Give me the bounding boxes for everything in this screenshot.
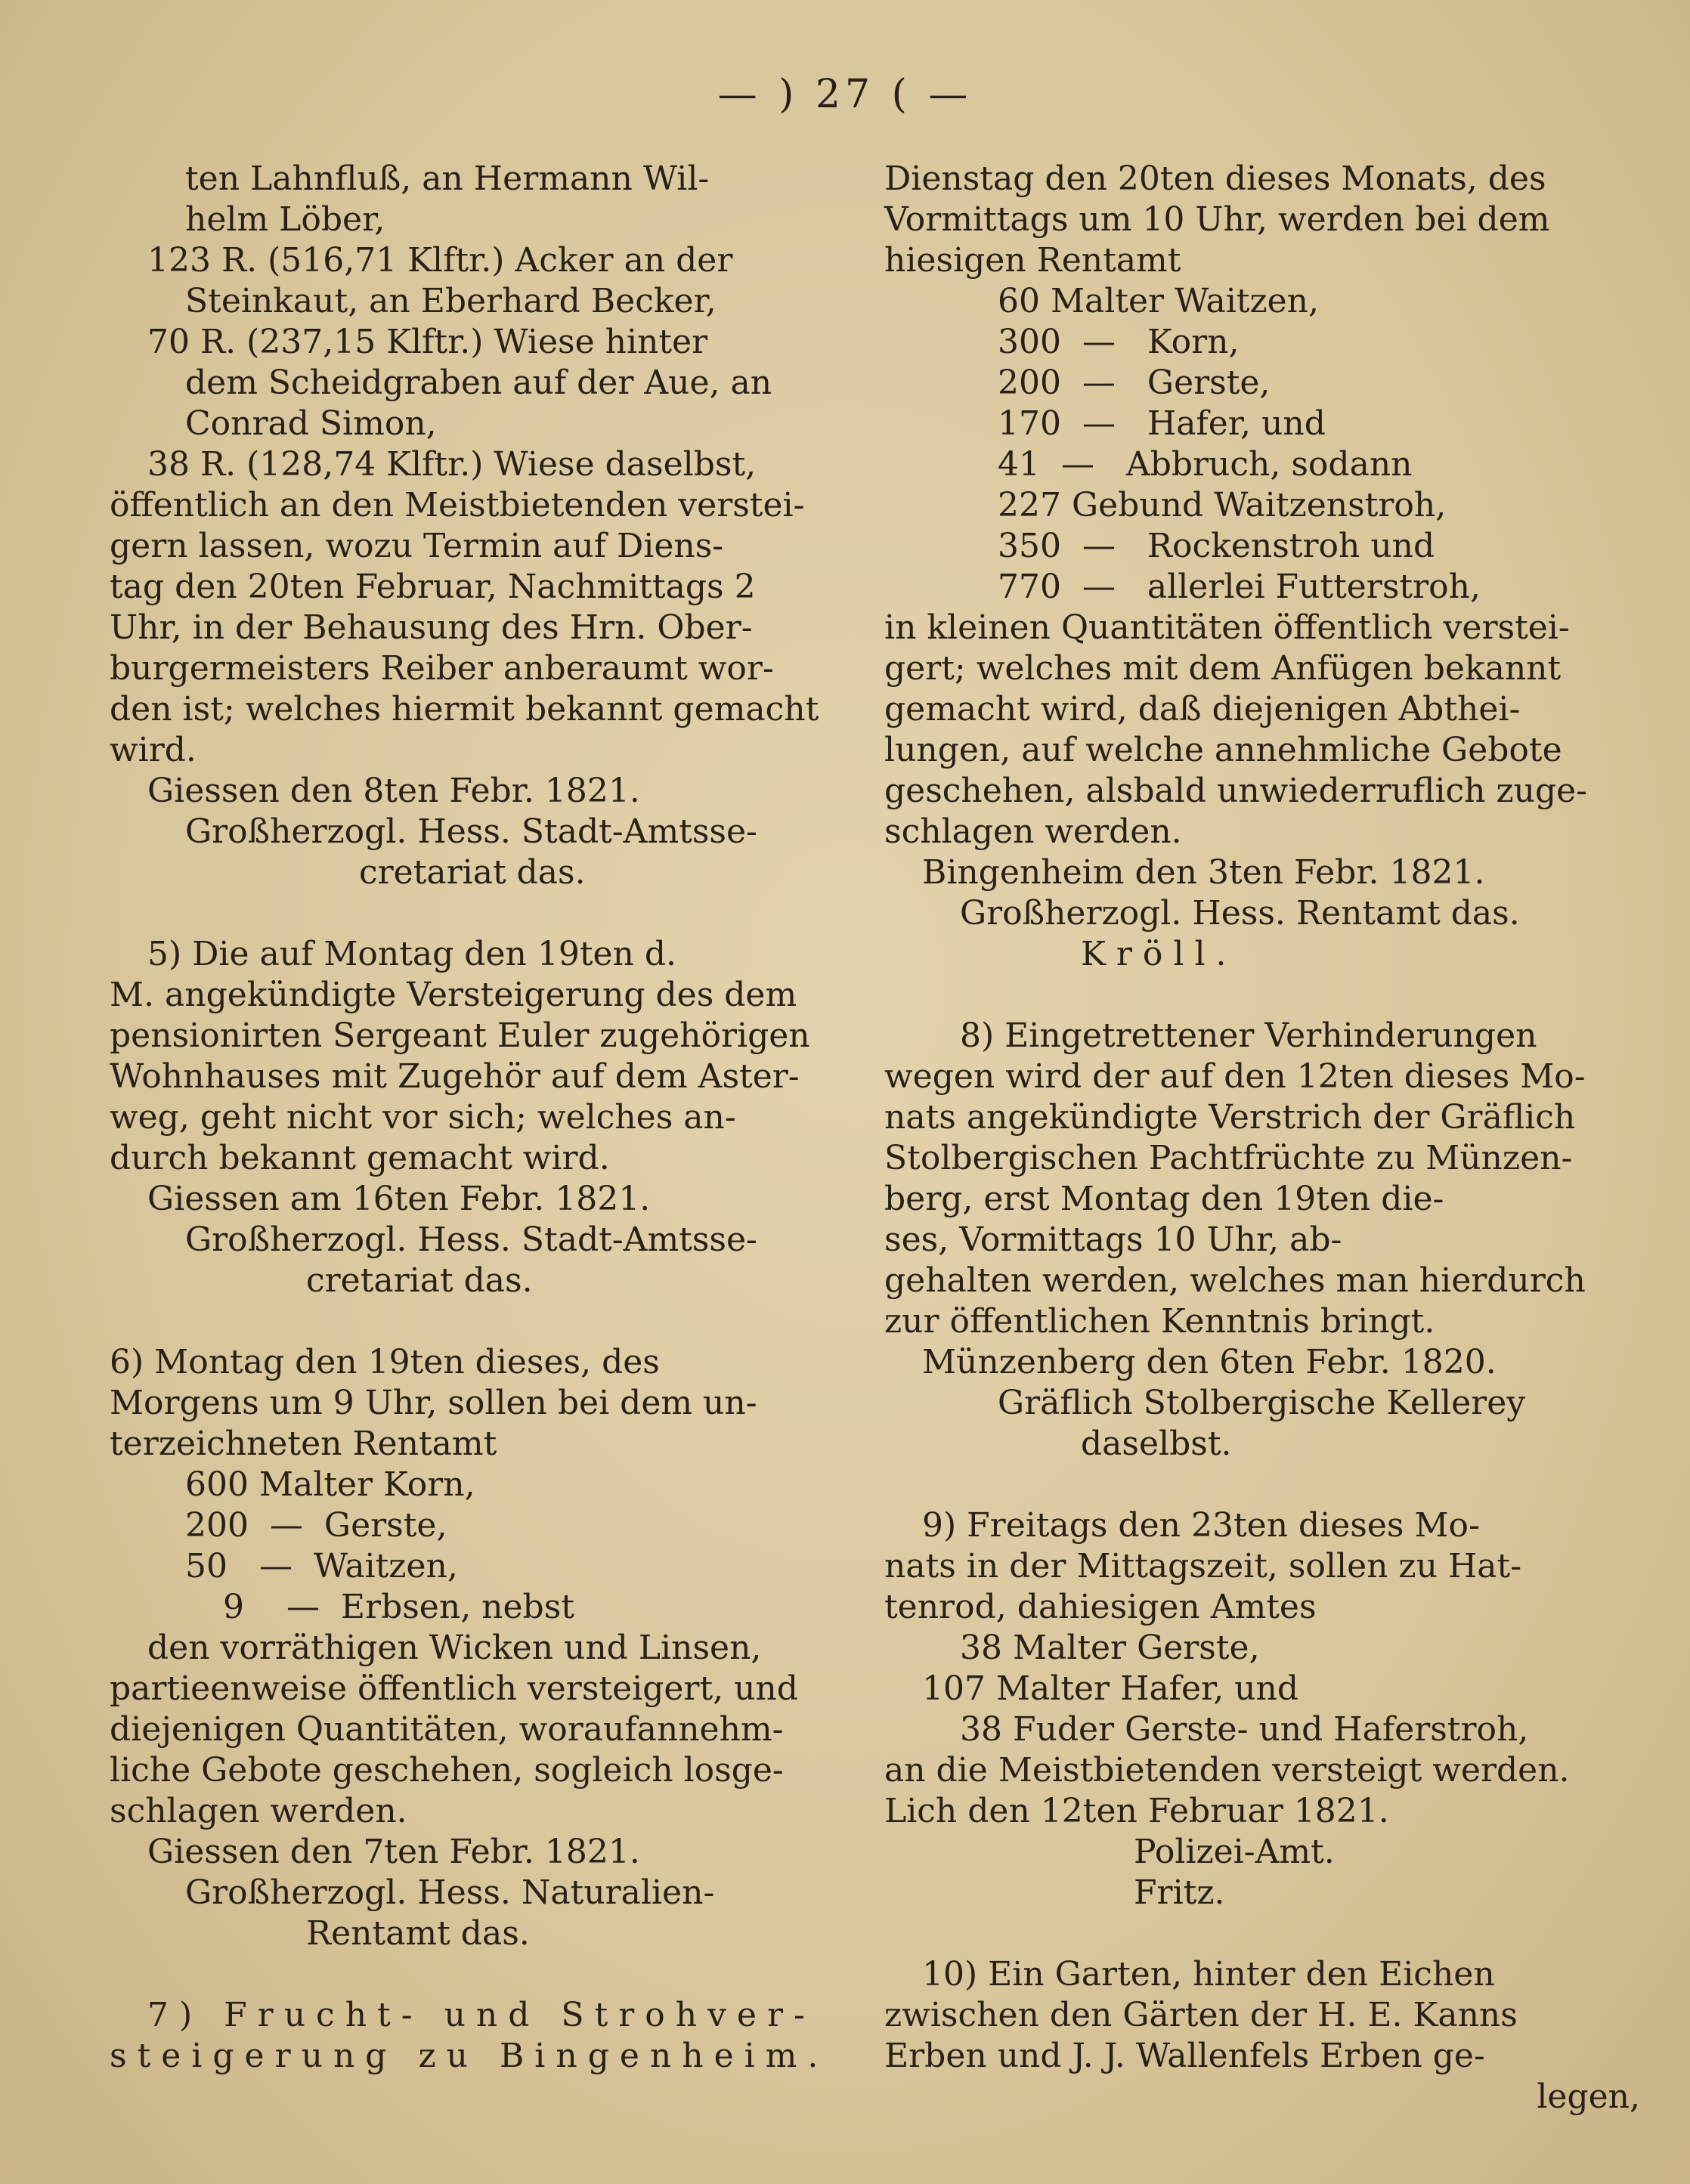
text-line xyxy=(110,1954,865,1995)
text-line: 5) Die auf Montag den 19ten d. xyxy=(147,935,677,973)
text-line: 50 — Waitzen, xyxy=(185,1547,458,1585)
text-line xyxy=(110,1301,865,1342)
text-line: cretariat das. xyxy=(359,853,586,892)
text-line: Bingenheim den 3ten Febr. 1821. xyxy=(922,853,1485,892)
text-line: tenrod, dahiesigen Amtes xyxy=(884,1588,1317,1626)
text-line: Steinkaut, an Eberhard Becker, xyxy=(185,282,717,320)
text-line: liche Gebote geschehen, sogleich losge- xyxy=(110,1751,784,1790)
text-line: Großherzogl. Hess. Rentamt das. xyxy=(960,894,1520,933)
text-line: 227 Gebund Waitzenstroh, xyxy=(998,486,1447,524)
text-line: gehalten werden, welches man hierdurch xyxy=(884,1261,1586,1300)
text-line: hiesigen Rentamt xyxy=(884,241,1181,280)
text-line: Giessen den 8ten Febr. 1821. xyxy=(147,772,640,810)
text-line: schlagen werden. xyxy=(884,812,1182,851)
text-line: wegen wird der auf den 12ten dieses Mo- xyxy=(884,1057,1586,1096)
text-line: 770 — allerlei Futterstroh, xyxy=(998,568,1481,606)
text-line xyxy=(884,1465,1640,1505)
text-line: 300 — Korn, xyxy=(998,323,1240,361)
text-line xyxy=(884,1913,1640,1954)
text-line: 600 Malter Korn, xyxy=(185,1465,475,1504)
text-line: 200 — Gerste, xyxy=(185,1506,447,1545)
left-column xyxy=(110,159,865,2077)
text-line: Gräflich Stolbergische Kellerey xyxy=(998,1384,1526,1422)
text-line: weg, geht nicht vor sich; welches an- xyxy=(110,1098,736,1137)
text-line: Giessen den 7ten Febr. 1821. xyxy=(147,1833,640,1871)
text-line: durch bekannt gemacht wird. xyxy=(110,1139,610,1177)
text-line: 10) Ein Garten, hinter den Eichen xyxy=(922,1955,1495,1994)
text-line: Fritz. xyxy=(1134,1873,1225,1912)
text-line: nats in der Mittagszeit, sollen zu Hat- xyxy=(884,1547,1522,1585)
text-line: Morgens um 9 Uhr, sollen bei dem un- xyxy=(110,1384,757,1422)
text-line: wird. xyxy=(110,731,197,769)
text-line: Stolbergischen Pachtfrüchte zu Münzen- xyxy=(884,1139,1573,1177)
text-line: 200 — Gerste, xyxy=(998,363,1271,402)
text-line: tag den 20ten Februar, Nachmittags 2 xyxy=(110,568,756,606)
text-line: 107 Malter Hafer, und xyxy=(922,1669,1299,1708)
text-line: cretariat das. xyxy=(306,1261,533,1300)
text-line: 170 — Hafer, und xyxy=(998,404,1326,443)
text-line xyxy=(884,975,1640,1016)
text-line: 38 R. (128,74 Klftr.) Wiese daselbst, xyxy=(147,445,757,484)
text-line: M. angekündigte Versteigerung des dem xyxy=(110,976,797,1014)
text-line: den vorräthigen Wicken und Linsen, xyxy=(147,1629,762,1667)
text-line: Großherzogl. Hess. Stadt-Amtsse- xyxy=(185,812,757,851)
text-line: legen, xyxy=(1537,2077,1640,2116)
text-line: 38 Fuder Gerste- und Haferstroh, xyxy=(960,1710,1529,1749)
text-line: gemacht wird, daß diejenigen Abthei- xyxy=(884,690,1521,729)
page-header: — ) 27 ( — xyxy=(717,72,973,117)
text-line: zwischen den Gärten der H. E. Kanns xyxy=(884,1996,1518,2034)
text-line: Kröll. xyxy=(1081,935,1237,973)
text-line: daselbst. xyxy=(1081,1425,1232,1463)
text-line: ten Lahnfluß, an Hermann Wil- xyxy=(185,159,710,198)
text-line: 38 Malter Gerste, xyxy=(960,1629,1260,1667)
text-line: 6) Montag den 19ten dieses, des xyxy=(110,1343,660,1381)
text-line: Uhr, in der Behausung des Hrn. Ober- xyxy=(110,608,753,647)
text-line: den ist; welches hiermit bekannt gemacht xyxy=(110,690,819,729)
text-line: diejenigen Quantitäten, woraufannehm- xyxy=(110,1710,784,1749)
text-line xyxy=(110,893,865,934)
text-line: 7) Frucht- und Strohver- xyxy=(147,1996,816,2034)
text-line: dem Scheidgraben auf der Aue, an xyxy=(185,363,772,402)
text-line: 9) Freitags den 23ten dieses Mo- xyxy=(922,1506,1480,1545)
text-line: helm Löber, xyxy=(185,200,385,239)
text-line: gert; welches mit dem Anfügen bekannt xyxy=(884,649,1562,688)
text-line: lungen, auf welche annehmliche Gebote xyxy=(884,731,1562,769)
text-line: 123 R. (516,71 Klftr.) Acker an der xyxy=(147,241,733,280)
text-line: Münzenberg den 6ten Febr. 1820. xyxy=(922,1343,1497,1381)
text-line: geschehen, alsbald unwiederruflich zuge- xyxy=(884,772,1588,810)
text-line: in kleinen Quantitäten öffentlich verstei- xyxy=(884,608,1570,647)
text-line: Dienstag den 20ten dieses Monats, des xyxy=(884,159,1546,198)
text-line: pensionirten Sergeant Euler zugehörigen xyxy=(110,1016,810,1055)
text-line: ses, Vormittags 10 Uhr, ab- xyxy=(884,1220,1342,1259)
text-line: zur öffentlichen Kenntnis bringt. xyxy=(884,1302,1435,1341)
text-line: terzeichneten Rentamt xyxy=(110,1425,497,1463)
text-line: Vormittags um 10 Uhr, werden bei dem xyxy=(884,200,1550,239)
text-line: Großherzogl. Hess. Naturalien- xyxy=(185,1873,715,1912)
text-line: partieenweise öffentlich versteigert, und xyxy=(110,1669,798,1708)
text-line: steigerung zu Bingenheim. xyxy=(110,2037,829,2075)
text-line: Wohnhauses mit Zugehör auf dem Aster- xyxy=(110,1057,800,1096)
text-line: 9 — Erbsen, nebst xyxy=(223,1588,574,1626)
text-line: Erben und J. J. Wallenfels Erben ge- xyxy=(884,2037,1485,2075)
text-line: 350 — Rockenstroh und xyxy=(998,527,1435,565)
text-line: Polizei-Amt. xyxy=(1134,1833,1335,1871)
text-line: Großherzogl. Hess. Stadt-Amtsse- xyxy=(185,1220,757,1259)
text-line: 8) Eingetrettener Verhinderungen xyxy=(960,1016,1537,1055)
text-line: 41 — Abbruch, sodann xyxy=(998,445,1413,484)
text-line: an die Meistbietenden versteigt werden. xyxy=(884,1751,1570,1790)
text-line: Lich den 12ten Februar 1821. xyxy=(884,1792,1389,1830)
text-line: Giessen am 16ten Febr. 1821. xyxy=(147,1180,651,1218)
text-line: gern lassen, wozu Termin auf Diens- xyxy=(110,527,724,565)
text-line: burgermeisters Reiber anberaumt wor- xyxy=(110,649,774,688)
text-line: nats angekündigte Verstrich der Gräflich xyxy=(884,1098,1576,1137)
text-line: Rentamt das. xyxy=(306,1914,530,1953)
text-line: berg, erst Montag den 19ten die- xyxy=(884,1180,1444,1218)
right-column xyxy=(884,159,1640,2117)
text-line: schlagen werden. xyxy=(110,1792,407,1830)
text-line: 60 Malter Waitzen, xyxy=(998,282,1320,320)
text-line: öffentlich an den Meistbietenden verstei- xyxy=(110,486,805,524)
text-line: Conrad Simon, xyxy=(185,404,437,443)
text-line: 70 R. (237,15 Klftr.) Wiese hinter xyxy=(147,323,708,361)
